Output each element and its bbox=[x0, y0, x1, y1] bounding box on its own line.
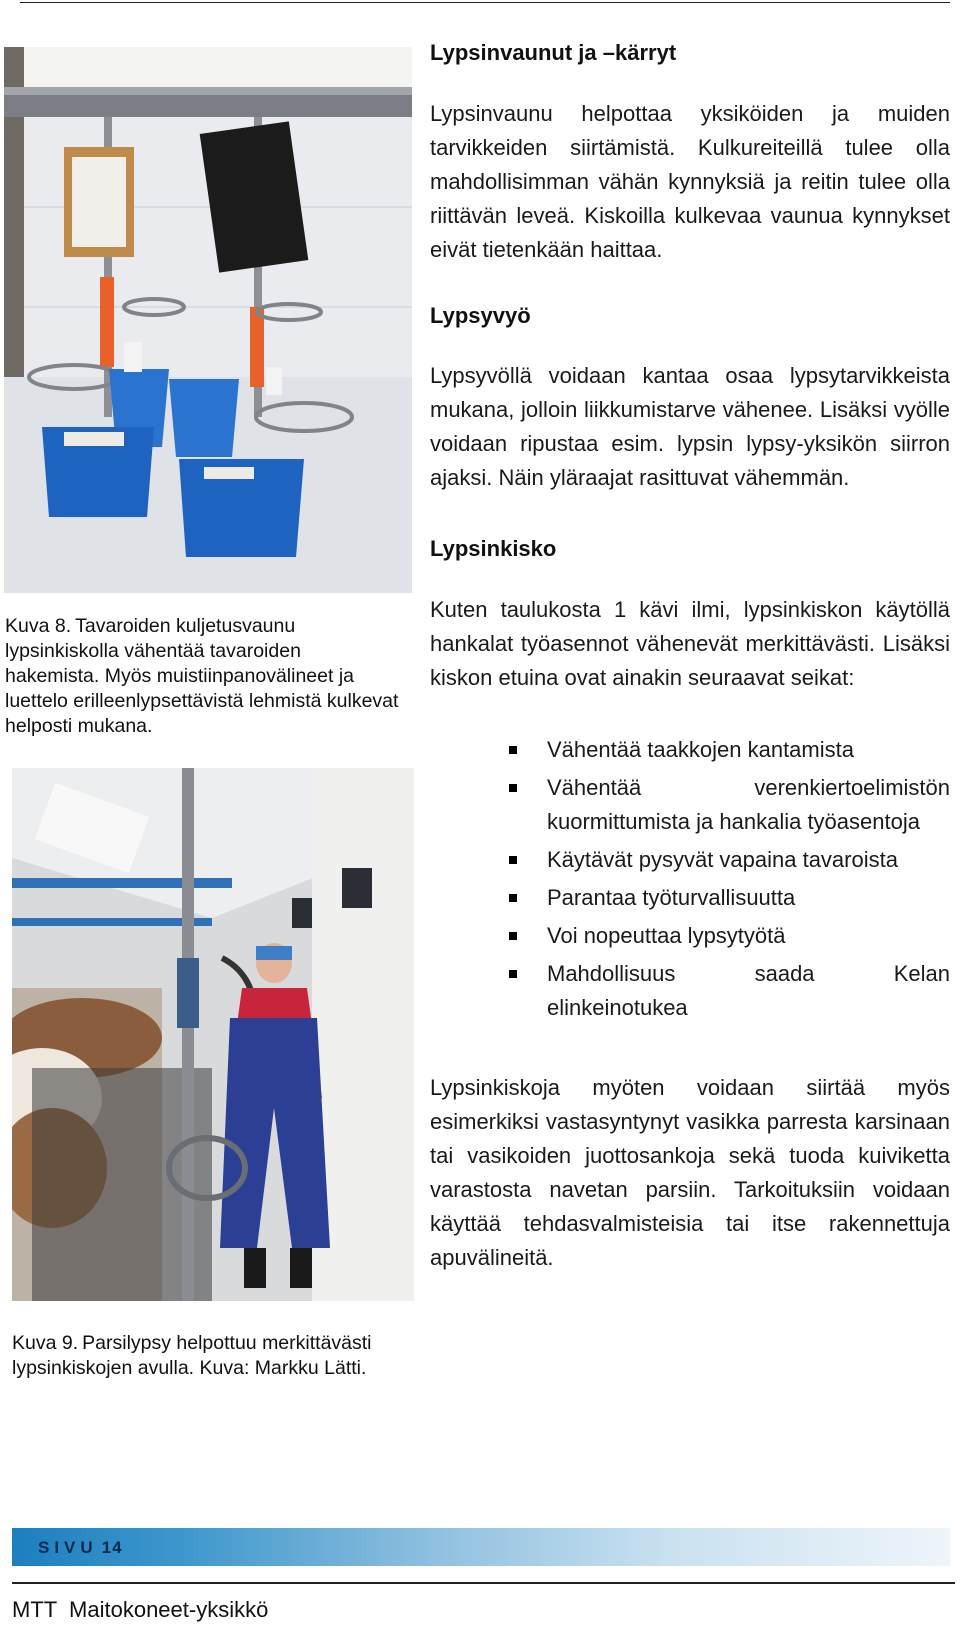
heading-belt: Lypsyvyö bbox=[430, 303, 531, 328]
paragraph-rail-intro: Kuten taulukosta 1 kävi ilmi, lypsinkiskon käytöllä hankalat työasennot vähenevät merkittävästi. Lisäksi kiskon etuina ovat ainakin seuraavat seikat: bbox=[430, 597, 950, 690]
list-item: Mahdollisuus saada Kelan elinkeinotukea bbox=[505, 957, 950, 1025]
page-number-label bbox=[38, 1538, 123, 1558]
figure-8-label: Kuva 8. bbox=[5, 615, 72, 637]
list-item: Voi nopeuttaa lypsytyötä bbox=[505, 919, 950, 953]
tie-stall-milking-illustration bbox=[12, 768, 414, 1301]
organization-name: MTT Maitokoneet-yksikkö bbox=[12, 1597, 269, 1622]
list-item: Käytävät pysyvät vapaina tavaroista bbox=[505, 843, 950, 877]
list-item: Vähentää taakkojen kantamista bbox=[505, 733, 950, 767]
bullet-square-icon bbox=[509, 932, 517, 940]
top-rule bbox=[20, 2, 950, 3]
figure-8-caption bbox=[5, 614, 400, 739]
paragraph-belt: Lypsyvöllä voidaan kantaa osaa lypsytarvikkeista mukana, jolloin liikkumistarve vähenee. Lisäksi vyölle voidaan ripustaa esim. lypsin lypsy-yksikön siirron ajaksi. Näin yläraajat rasittuvat vähemmän. bbox=[430, 363, 950, 490]
heading-rail: Lypsinkisko bbox=[430, 536, 557, 561]
paragraph-rail-outro: Lypsinkiskoja myöten voidaan siirtää myös esimerkiksi vastasyntynyt vasikka parresta karsinaan tai vasikoiden juottosankoja sekä tuoda kuiviketta varastosta navetan parsiin. Tarkoituksiin voidaan käyttää tehdasvalmisteisia tai itse rakennettuja apuvälineitä. bbox=[430, 1075, 950, 1270]
page-label: SIVU bbox=[38, 1538, 98, 1557]
bullet-square-icon bbox=[509, 784, 517, 792]
milking-cart-illustration bbox=[4, 47, 412, 593]
bullet-square-icon bbox=[509, 970, 517, 978]
page-number: 14 bbox=[101, 1538, 123, 1557]
bullet-square-icon bbox=[509, 746, 517, 754]
bullet-square-icon bbox=[509, 894, 517, 902]
figure-8-photo bbox=[4, 47, 412, 593]
rail-benefits-list bbox=[505, 733, 950, 1029]
heading-carts: Lypsinvaunut ja –kärryt bbox=[430, 40, 677, 65]
footer-rule bbox=[12, 1582, 955, 1584]
footer-gradient-band bbox=[12, 1528, 950, 1566]
figure-8-caption-text: Tavaroiden kuljetusvaunu lypsinkiskolla vähentää tavaroiden hakemista. Myös muistiinpanovälineet ja luettelo erilleenlypsettävistä lehmistä kulkevat helposti mukana. bbox=[5, 615, 399, 737]
figure-9-caption bbox=[12, 1331, 407, 1381]
figure-9-caption-text: Parsilypsy helpottuu merkittävästi lypsinkiskojen avulla. Kuva: Markku Lätti. bbox=[12, 1332, 372, 1379]
figure-9-label: Kuva 9. bbox=[12, 1332, 79, 1354]
paragraph-carts: Lypsinvaunu helpottaa yksiköiden ja muiden tarvikkeiden siirtämistä. Kulkureiteillä tulee olla mahdollisimman vähän kynnyksiä ja reitin tulee olla riittävän leveä. Kiskoilla kulkevaa vaunua kynnykset eivät tietenkään haittaa. bbox=[430, 101, 950, 262]
bullet-square-icon bbox=[509, 856, 517, 864]
list-item: Parantaa työturvallisuutta bbox=[505, 881, 950, 915]
figure-9-photo bbox=[12, 768, 414, 1301]
list-item: Vähentää verenkiertoelimistön kuormittumista ja hankalia työasentoja bbox=[505, 771, 950, 839]
